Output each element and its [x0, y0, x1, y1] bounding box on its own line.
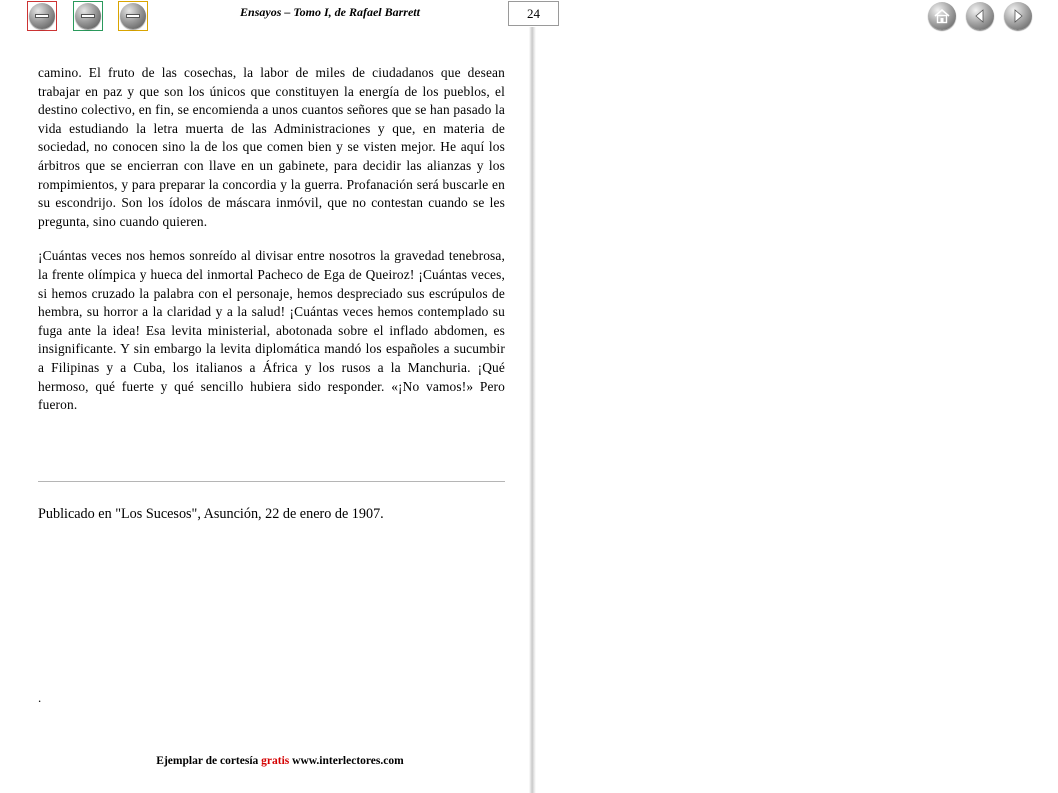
- close-button[interactable]: [27, 1, 57, 31]
- footer: [90, 755, 470, 767]
- maximize-button[interactable]: [118, 1, 148, 31]
- page-spine: [529, 27, 536, 793]
- previous-page-button[interactable]: [966, 2, 994, 30]
- next-page-icon: [1009, 7, 1027, 25]
- minus-icon: [29, 3, 55, 29]
- paragraph: camino. El fruto de las cosechas, la labor de miles de ciudadanos que desean trabajar en paz y que son los únicos que constituyen la energía de los pueblos, el destino colectivo, en fin, se encomienda a unos cuantos señores que se han pasado la vida estudiando la letra muerta de las Administraciones y que, en materia de sociedad, no conocen sino la de los que comen bien y se visten mejor. He aquí los árbitros que se encierran con llave en un gabinete, para decidir las alianzas y los rompimientos, y para preparar la concordia y la guerra. Profanación será buscarle en su escondrijo. Son los ídolos de máscara inmóvil, que no contestan cuando se les pregunta, sino cuando quieren.: [38, 65, 505, 229]
- next-page-button[interactable]: [1004, 2, 1032, 30]
- paragraph: ¡Cuántas veces nos hemos sonreído al divisar entre nosotros la gravedad tenebrosa, la frente olímpica y hueca del inmortal Pacheco de Ega de Queiroz! ¡Cuántas veces, si hemos cruzado la palabra con el personaje, hemos despreciado sus escrúpulos de hembra, su horror a la claridad y a la salud! ¡Cuántas veces hemos contemplado su fuga ante la idea! Esa levita ministerial, abotonada sobre el inflado abdomen, es insignificante. Y sin embargo la levita diplomática mandó los españoles a sucumbir a Filipinas y a Cuba, los italianos a África y los rusos a la Manchuria. ¡Qué hermoso, qué fuerte y qué sencillo hubiera sido responder. «¡No vamos!» Pero fueron.: [38, 248, 505, 413]
- footer-highlight: gratis: [261, 755, 290, 767]
- home-button[interactable]: [928, 2, 956, 30]
- home-icon: [933, 7, 951, 25]
- document-title: Ensayos – Tomo I, de Rafael Barrett: [240, 5, 420, 19]
- minus-icon: [75, 3, 101, 29]
- minimize-button[interactable]: [73, 1, 103, 31]
- footer-prefix: Ejemplar de cortesía: [156, 755, 259, 767]
- trailing-dot: .: [38, 690, 42, 705]
- page-number: 24: [508, 1, 559, 26]
- publication-note: Publicado en "Los Sucesos", Asunción, 22 de enero de 1907.: [38, 506, 384, 522]
- previous-page-icon: [971, 7, 989, 25]
- page-body: [38, 64, 505, 415]
- minus-icon: [120, 3, 146, 29]
- footer-url[interactable]: www.interlectores.com: [292, 755, 404, 767]
- divider: [38, 481, 505, 482]
